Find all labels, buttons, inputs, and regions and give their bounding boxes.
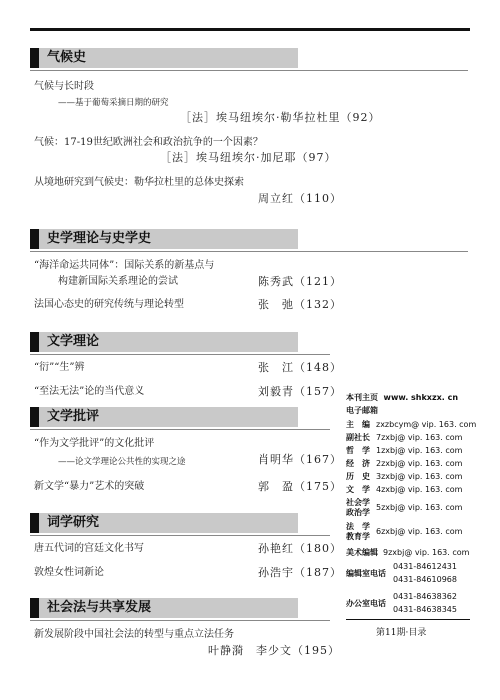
phone-number[interactable]: 0431-84612431 [393,562,457,571]
article-title[interactable]: “衍”“生”辨 [34,362,85,373]
section-marker [30,407,39,427]
email-row-label: 副社长 [346,433,370,442]
email-row [346,458,463,470]
article-author-page: 张 弛（132） [258,298,342,311]
section-title: 文学理论 [47,334,100,349]
article-subtitle: ——论文学理论公共性的实现之途 [58,457,186,467]
article-author-page: 郭 盈（175） [258,480,342,493]
article-title[interactable]: “海洋命运共同体”：国际关系的新基点与 [34,260,215,271]
section-rule [30,251,468,252]
top-rule [30,28,470,31]
office-phone-label: 办公室电话 [346,599,386,608]
email-row-label: 主 编 [346,420,370,429]
homepage-label: 本刊主页 [346,393,378,402]
email-address[interactable]: 1zxbj@ vip. 163. com [376,446,463,455]
email-row-label: 经 济 [346,459,370,468]
article-title[interactable]: 从境地研究到气候史：勒华拉杜里的总体史探索 [34,177,244,188]
article-title[interactable]: 新文学“暴力”艺术的突破 [34,481,145,492]
section-title: 文学批评 [47,409,100,424]
section-rule [30,620,330,621]
section-rule [30,535,330,536]
footer-rule [346,619,470,620]
section-rule [30,70,468,71]
email-row [346,471,463,483]
phone-number[interactable]: 0431-84638362 [393,592,457,601]
email-row [346,419,477,431]
article-title[interactable]: 气候与长时段 [34,81,94,92]
email-address[interactable]: 9zxbj@ vip. 163. com [383,548,470,557]
email-row-label: 社会学 [346,498,370,507]
article-title[interactable]: “至法无法”论的当代意义 [34,386,145,397]
phone-number[interactable]: 0431-84610968 [393,575,457,584]
article-author-page: 陈秀武（121） [258,275,342,288]
article-author-page: 张 江（148） [258,361,342,374]
email-address[interactable]: 6zxbj@ vip. 163. com [376,527,463,536]
homepage-url[interactable]: www. shkxzx. cn [383,393,459,402]
section-marker [30,332,39,352]
email-row [346,432,463,444]
article-title[interactable]: 气候：17-19世纪欧洲社会和政治抗争的一个因素？ [34,137,263,148]
section-header-criticism [30,407,298,427]
email-row [346,445,463,457]
email-row-label: 法 学 [346,522,370,531]
article-subtitle: ——基于葡萄采摘日期的研究 [58,98,169,108]
section-marker [30,513,39,533]
section-header-climate [30,48,298,68]
section-rule [30,429,330,430]
article-author-page: 刘毅青（157） [258,385,342,398]
article-title[interactable]: 唐五代词的宫廷文化书写 [34,543,144,554]
email-heading [346,405,378,417]
email-label: 电子邮箱 [346,406,378,415]
email-address[interactable]: zxzbcym@ vip. 163. com [376,420,477,429]
editorial-phone-label: 编辑室电话 [346,569,386,578]
article-author-page: ［法］埃马纽埃尔·加尼耶（97） [160,151,337,164]
contact-sidebar [346,392,476,622]
page-footer: 第11期·目录 [376,628,427,638]
email-row-label-2: 政治学 [346,508,370,517]
phone-number[interactable]: 0431-84638345 [393,605,457,614]
section-rule [30,354,330,355]
email-row-label-2: 教育学 [346,532,370,541]
article-title[interactable]: 法国心态史的研究传统与理论转型 [34,299,184,310]
article-author-page: ［法］埃马纽埃尔·勒华拉杜里（92） [180,111,381,124]
section-title: 社会法与共享发展 [47,600,152,615]
article-title-cont: 构建新国际关系理论的尝试 [58,276,178,287]
email-row-label: 文 学 [346,485,370,494]
article-author-page: 孙艳红（180） [258,542,342,555]
section-marker [30,229,39,249]
email-address[interactable]: 5zxbj@ vip. 163. com [376,503,463,512]
article-author-page: 肖明华（167） [258,453,342,466]
email-address[interactable]: 7zxbj@ vip. 163. com [376,433,463,442]
email-address[interactable]: 2zxbj@ vip. 163. com [376,459,463,468]
article-title[interactable]: 新发展阶段中国社会法的转型与重点立法任务 [34,629,234,640]
article-author-page: 叶静漪 李少文（195） [208,644,340,657]
email-row [346,484,463,496]
section-title: 气候史 [47,50,87,65]
section-marker [30,48,39,68]
section-title: 史学理论与史学史 [47,231,152,246]
section-header-theory [30,229,298,249]
section-marker [30,598,39,618]
section-header-literary-theory [30,332,298,352]
email-address[interactable]: 4zxbj@ vip. 163. com [376,485,463,494]
email-row-label: 哲 学 [346,446,370,455]
article-title[interactable]: “作为文学批评”的文化批评 [34,438,155,449]
email-address[interactable]: 3zxbj@ vip. 163. com [376,472,463,481]
section-header-law [30,598,298,618]
email-row-label: 历 史 [346,472,370,481]
email-row-art [346,547,470,559]
homepage-row [346,392,458,404]
article-title[interactable]: 敦煌女性词新论 [34,567,104,578]
section-title: 词学研究 [47,515,100,530]
article-author-page: 孙浩宇（187） [258,566,342,579]
email-row-label: 美术编辑 [346,548,378,557]
article-author-page: 周立红（110） [258,192,342,205]
section-header-ci [30,513,298,533]
